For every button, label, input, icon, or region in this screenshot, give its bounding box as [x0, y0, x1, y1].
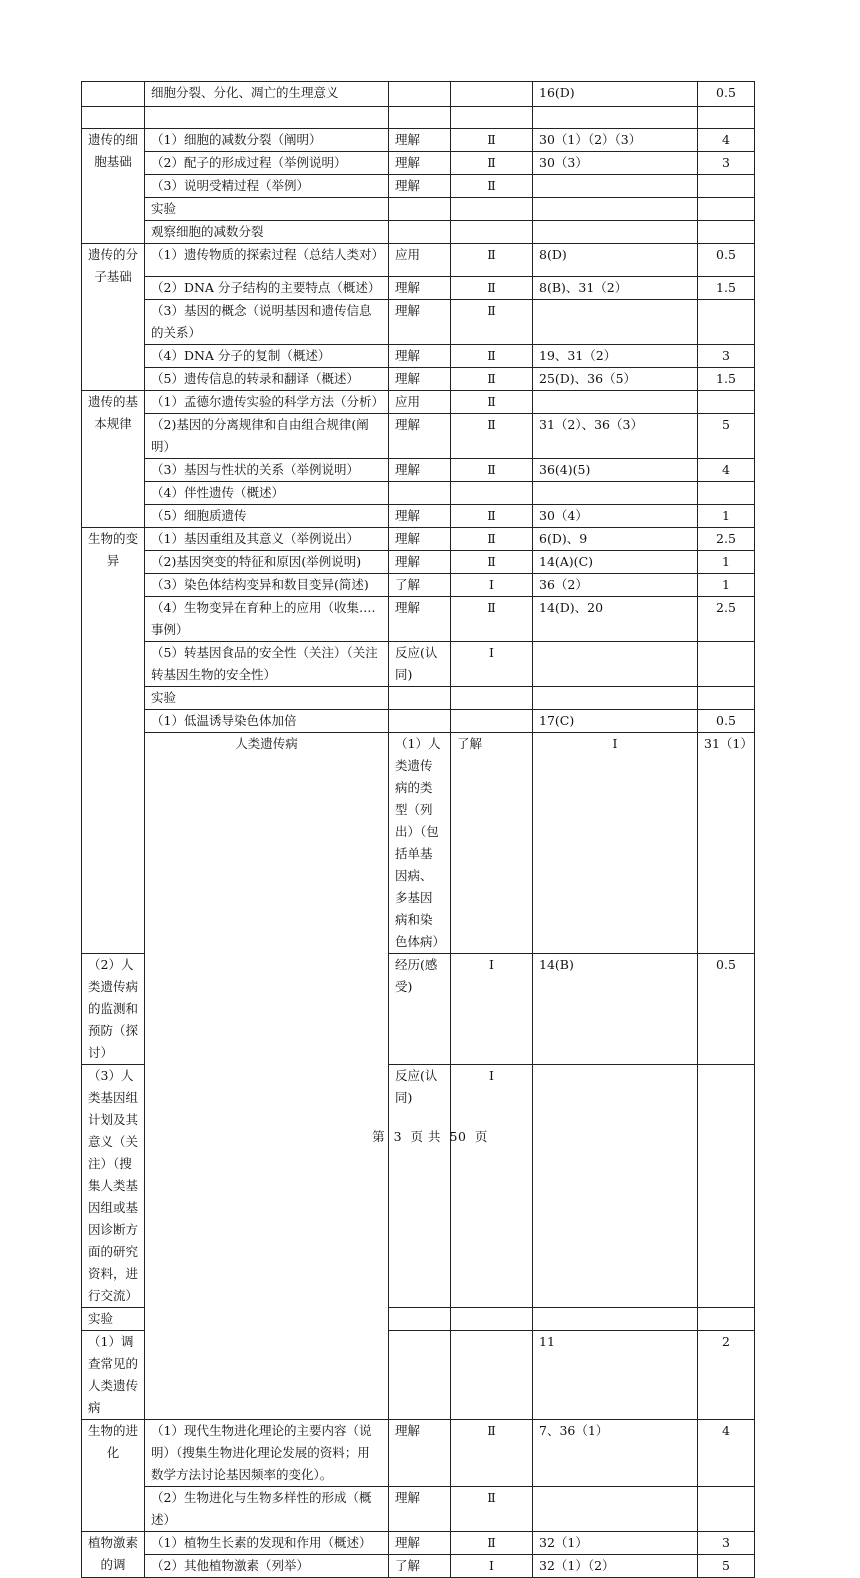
requirement-type-cell — [389, 482, 451, 505]
question-cell — [533, 642, 698, 687]
level-cell: Ⅱ — [451, 277, 533, 300]
requirement-type-cell: 理解 — [389, 597, 451, 642]
table-row — [82, 551, 755, 574]
requirement-type-cell: 反应(认同) — [389, 642, 451, 687]
table-row — [82, 198, 755, 221]
requirement-type-cell: 理解 — [389, 152, 451, 175]
level-cell: Ⅱ — [451, 368, 533, 391]
requirement-cell: （3）基因的概念（说明基因和遗传信息的关系） — [145, 300, 389, 345]
level-cell: Ⅱ — [451, 175, 533, 198]
score-cell — [698, 1487, 755, 1532]
question-cell — [533, 1487, 698, 1532]
question-cell: 25(D)、36（5） — [533, 368, 698, 391]
requirement-cell: （2)基因突变的特征和原因(举例说明) — [145, 551, 389, 574]
level-cell: Ⅱ — [451, 300, 533, 345]
score-cell: 3 — [698, 345, 755, 368]
requirement-cell — [145, 107, 389, 129]
level-cell: Ⅱ — [451, 129, 533, 152]
score-cell: 3 — [698, 152, 755, 175]
category-cell — [82, 82, 145, 107]
requirement-cell: 细胞分裂、分化、凋亡的生理意义 — [145, 82, 389, 107]
score-cell: 2.5 — [698, 597, 755, 642]
table-row — [82, 1487, 755, 1532]
score-cell: 0.5 — [698, 954, 755, 1065]
score-cell: 0.5 — [698, 82, 755, 107]
level-cell — [451, 687, 533, 710]
requirement-type-cell: 理解 — [389, 414, 451, 459]
requirement-cell: （1）孟德尔遗传实验的科学方法（分析） — [145, 391, 389, 414]
requirement-cell: （2）配子的形成过程（举例说明） — [145, 152, 389, 175]
score-cell — [698, 391, 755, 414]
table-row — [82, 244, 755, 277]
requirement-cell: （2）生物进化与生物多样性的形成（概述） — [145, 1487, 389, 1532]
requirement-type-cell — [389, 1308, 451, 1331]
score-cell — [698, 175, 755, 198]
requirement-cell: （2）DNA 分子结构的主要特点（概述） — [145, 277, 389, 300]
table-row — [82, 482, 755, 505]
level-cell: Ⅰ — [451, 1555, 533, 1578]
score-cell — [698, 107, 755, 129]
level-cell: Ⅱ — [451, 597, 533, 642]
level-cell: Ⅰ — [451, 574, 533, 597]
requirement-cell: （5）转基因食品的安全性（关注）（关注转基因生物的安全性） — [145, 642, 389, 687]
score-cell — [698, 482, 755, 505]
level-cell: Ⅱ — [451, 528, 533, 551]
requirement-type-cell — [389, 687, 451, 710]
score-cell — [698, 198, 755, 221]
question-cell: 36(4)(5) — [533, 459, 698, 482]
requirement-cell: （1）细胞的减数分裂（阐明） — [145, 129, 389, 152]
score-cell — [698, 1065, 755, 1308]
requirement-cell: 实验 — [145, 198, 389, 221]
table-row — [82, 597, 755, 642]
question-cell — [533, 1065, 698, 1308]
question-cell: 14(D)、20 — [533, 597, 698, 642]
requirement-cell: （3）基因与性状的关系（举例说明） — [145, 459, 389, 482]
requirement-type-cell — [389, 107, 451, 129]
table-row — [82, 459, 755, 482]
requirement-cell: （1）基因重组及其意义（举例说出） — [145, 528, 389, 551]
score-cell: 2.5 — [698, 528, 755, 551]
table-row — [82, 1532, 755, 1555]
table-body — [82, 82, 755, 1578]
level-cell: Ⅱ — [451, 391, 533, 414]
footer-page-number: 3 — [393, 1129, 403, 1144]
score-cell: 5 — [698, 414, 755, 459]
table-row — [82, 528, 755, 551]
requirement-type-cell — [389, 82, 451, 107]
requirement-cell: （2）其他植物激素（列举） — [145, 1555, 389, 1578]
requirement-type-cell: 理解 — [389, 551, 451, 574]
table-row — [82, 1555, 755, 1578]
score-cell: 2 — [698, 1331, 755, 1420]
question-cell — [533, 482, 698, 505]
question-cell: 30（1）（2）（3） — [533, 129, 698, 152]
score-cell: 4 — [698, 459, 755, 482]
score-cell: 0.5 — [698, 244, 755, 277]
requirement-type-cell: 了解 — [389, 1555, 451, 1578]
requirement-cell: （1）遗传物质的探索过程（总结人类对） — [145, 244, 389, 277]
table-row — [82, 129, 755, 152]
table-row — [82, 574, 755, 597]
level-cell: Ⅱ — [451, 505, 533, 528]
question-cell: 31（1） — [698, 733, 755, 954]
level-cell: Ⅱ — [451, 1420, 533, 1487]
requirement-cell: （2）人类遗传病的监测和预防（探讨） — [82, 954, 145, 1065]
score-cell — [698, 642, 755, 687]
requirement-type-cell: 理解 — [389, 345, 451, 368]
requirement-type-cell: 反应(认同) — [389, 1065, 451, 1308]
category-cell: 生物的变异 — [82, 528, 145, 954]
requirement-cell: （3）人类基因组计划及其意义（关注）（搜集人类基因组或基因诊断方面的研究资料，进行交流） — [82, 1065, 145, 1308]
level-cell — [451, 1308, 533, 1331]
requirement-type-cell: 了解 — [451, 733, 533, 954]
table-row — [82, 642, 755, 687]
level-cell: Ⅱ — [451, 414, 533, 459]
requirement-type-cell: 了解 — [389, 574, 451, 597]
table-row — [82, 368, 755, 391]
question-cell: 30（3） — [533, 152, 698, 175]
requirement-type-cell: 理解 — [389, 300, 451, 345]
question-cell: 7、36（1） — [533, 1420, 698, 1487]
requirement-cell: （1）植物生长素的发现和作用（概述） — [145, 1532, 389, 1555]
level-cell — [451, 221, 533, 244]
question-cell — [533, 300, 698, 345]
score-cell: 0.5 — [698, 710, 755, 733]
requirement-type-cell — [389, 221, 451, 244]
category-cell: 遗传的细胞基础 — [82, 129, 145, 244]
table-row — [82, 1420, 755, 1487]
question-cell: 11 — [533, 1331, 698, 1420]
footer-total-pages: 50 — [449, 1129, 467, 1144]
level-cell — [451, 710, 533, 733]
question-cell — [533, 687, 698, 710]
question-cell — [533, 221, 698, 244]
requirement-cell: （1）人类遗传病的类型（列出）（包括单基因病、多基因病和染色体病） — [389, 733, 451, 954]
category-cell: 生物的进化 — [82, 1420, 145, 1532]
question-cell: 14(A)(C) — [533, 551, 698, 574]
requirement-type-cell: 理解 — [389, 1487, 451, 1532]
level-cell — [451, 482, 533, 505]
requirement-cell: （3）染色体结构变异和数目变异(简述) — [145, 574, 389, 597]
question-cell — [533, 107, 698, 129]
score-cell: 1 — [698, 505, 755, 528]
requirement-cell: （1）调查常见的人类遗传病 — [82, 1331, 145, 1420]
table-row — [82, 152, 755, 175]
level-cell: Ⅱ — [451, 1532, 533, 1555]
requirement-cell: （4）DNA 分子的复制（概述） — [145, 345, 389, 368]
requirement-cell: （2)基因的分离规律和自由组合规律(阐明） — [145, 414, 389, 459]
level-cell — [451, 1331, 533, 1420]
requirement-cell: （5）遗传信息的转录和翻译（概述） — [145, 368, 389, 391]
level-cell: Ⅱ — [451, 244, 533, 277]
question-cell — [533, 198, 698, 221]
score-cell: 1.5 — [698, 368, 755, 391]
requirement-cell: （5）细胞质遗传 — [145, 505, 389, 528]
question-cell — [533, 391, 698, 414]
requirement-type-cell: 理解 — [389, 459, 451, 482]
table-row — [82, 107, 755, 129]
table-row — [82, 391, 755, 414]
requirement-cell: 实验 — [145, 687, 389, 710]
level-cell: Ⅱ — [451, 345, 533, 368]
requirement-cell: 实验 — [82, 1308, 145, 1331]
requirement-type-cell: 理解 — [389, 175, 451, 198]
score-cell — [698, 300, 755, 345]
level-cell — [451, 82, 533, 107]
requirement-cell: （1）现代生物进化理论的主要内容（说明）（搜集生物进化理论发展的资料；用数学方法讨论基因频率的变化）。 — [145, 1420, 389, 1487]
level-cell — [451, 107, 533, 129]
score-cell — [698, 221, 755, 244]
table-row — [82, 277, 755, 300]
table-row — [82, 345, 755, 368]
requirement-cell: 观察细胞的减数分裂 — [145, 221, 389, 244]
level-cell: Ⅰ — [451, 954, 533, 1065]
requirement-type-cell: 理解 — [389, 1532, 451, 1555]
table-row — [82, 733, 755, 954]
score-cell: 1.5 — [698, 277, 755, 300]
question-cell — [533, 1308, 698, 1331]
requirement-type-cell: 应用 — [389, 391, 451, 414]
requirement-cell: （1）低温诱导染色体加倍 — [145, 710, 389, 733]
question-cell: 32（1） — [533, 1532, 698, 1555]
requirement-type-cell: 理解 — [389, 368, 451, 391]
level-cell: Ⅰ — [533, 733, 698, 954]
question-cell: 8(D) — [533, 244, 698, 277]
requirement-type-cell: 理解 — [389, 129, 451, 152]
requirement-type-cell — [389, 198, 451, 221]
question-cell: 14(B) — [533, 954, 698, 1065]
question-cell: 30（4） — [533, 505, 698, 528]
question-cell: 16(D) — [533, 82, 698, 107]
question-cell: 36（2） — [533, 574, 698, 597]
level-cell: Ⅱ — [451, 1487, 533, 1532]
footer-prefix: 第 — [372, 1129, 386, 1144]
table-row — [82, 505, 755, 528]
requirement-type-cell: 理解 — [389, 505, 451, 528]
question-cell: 6(D)、9 — [533, 528, 698, 551]
footer-suffix: 页 — [474, 1129, 488, 1144]
score-cell: 1 — [698, 551, 755, 574]
table-row — [82, 710, 755, 733]
question-cell: 8(B)、31（2） — [533, 277, 698, 300]
requirement-type-cell: 理解 — [389, 277, 451, 300]
question-cell: 19、31（2） — [533, 345, 698, 368]
page-footer — [0, 1127, 860, 1145]
footer-middle: 页 共 — [410, 1129, 442, 1144]
requirement-cell: （3）说明受精过程（举例） — [145, 175, 389, 198]
question-cell: 17(C) — [533, 710, 698, 733]
curriculum-table — [81, 81, 755, 1578]
category-cell: 植物激素的调 — [82, 1532, 145, 1578]
requirement-type-cell: 理解 — [389, 1420, 451, 1487]
level-cell: Ⅰ — [451, 1065, 533, 1308]
level-cell: Ⅰ — [451, 642, 533, 687]
level-cell: Ⅱ — [451, 459, 533, 482]
requirement-type-cell: 经历(感受) — [389, 954, 451, 1065]
score-cell: 4 — [698, 129, 755, 152]
requirement-cell: （4）生物变异在育种上的应用（收集….事例） — [145, 597, 389, 642]
level-cell: Ⅱ — [451, 152, 533, 175]
table-row — [82, 221, 755, 244]
question-cell — [533, 175, 698, 198]
category-cell: 遗传的基本规律 — [82, 391, 145, 528]
score-cell — [698, 687, 755, 710]
table-row — [82, 414, 755, 459]
table-row — [82, 687, 755, 710]
score-cell: 5 — [698, 1555, 755, 1578]
score-cell: 3 — [698, 1532, 755, 1555]
question-cell: 32（1）（2） — [533, 1555, 698, 1578]
score-cell: 1 — [698, 574, 755, 597]
table-row — [82, 82, 755, 107]
table-row — [82, 300, 755, 345]
score-cell: 4 — [698, 1420, 755, 1487]
requirement-type-cell — [389, 710, 451, 733]
category-cell: 遗传的分子基础 — [82, 244, 145, 391]
requirement-cell: （4）伴性遗传（概述） — [145, 482, 389, 505]
score-cell — [698, 1308, 755, 1331]
category-cell — [82, 107, 145, 129]
requirement-type-cell — [389, 1331, 451, 1420]
question-cell: 31（2）、36（3） — [533, 414, 698, 459]
category-cell: 人类遗传病 — [145, 733, 389, 1420]
requirement-type-cell: 理解 — [389, 528, 451, 551]
requirement-type-cell: 应用 — [389, 244, 451, 277]
level-cell — [451, 198, 533, 221]
level-cell: Ⅱ — [451, 551, 533, 574]
table-row — [82, 175, 755, 198]
